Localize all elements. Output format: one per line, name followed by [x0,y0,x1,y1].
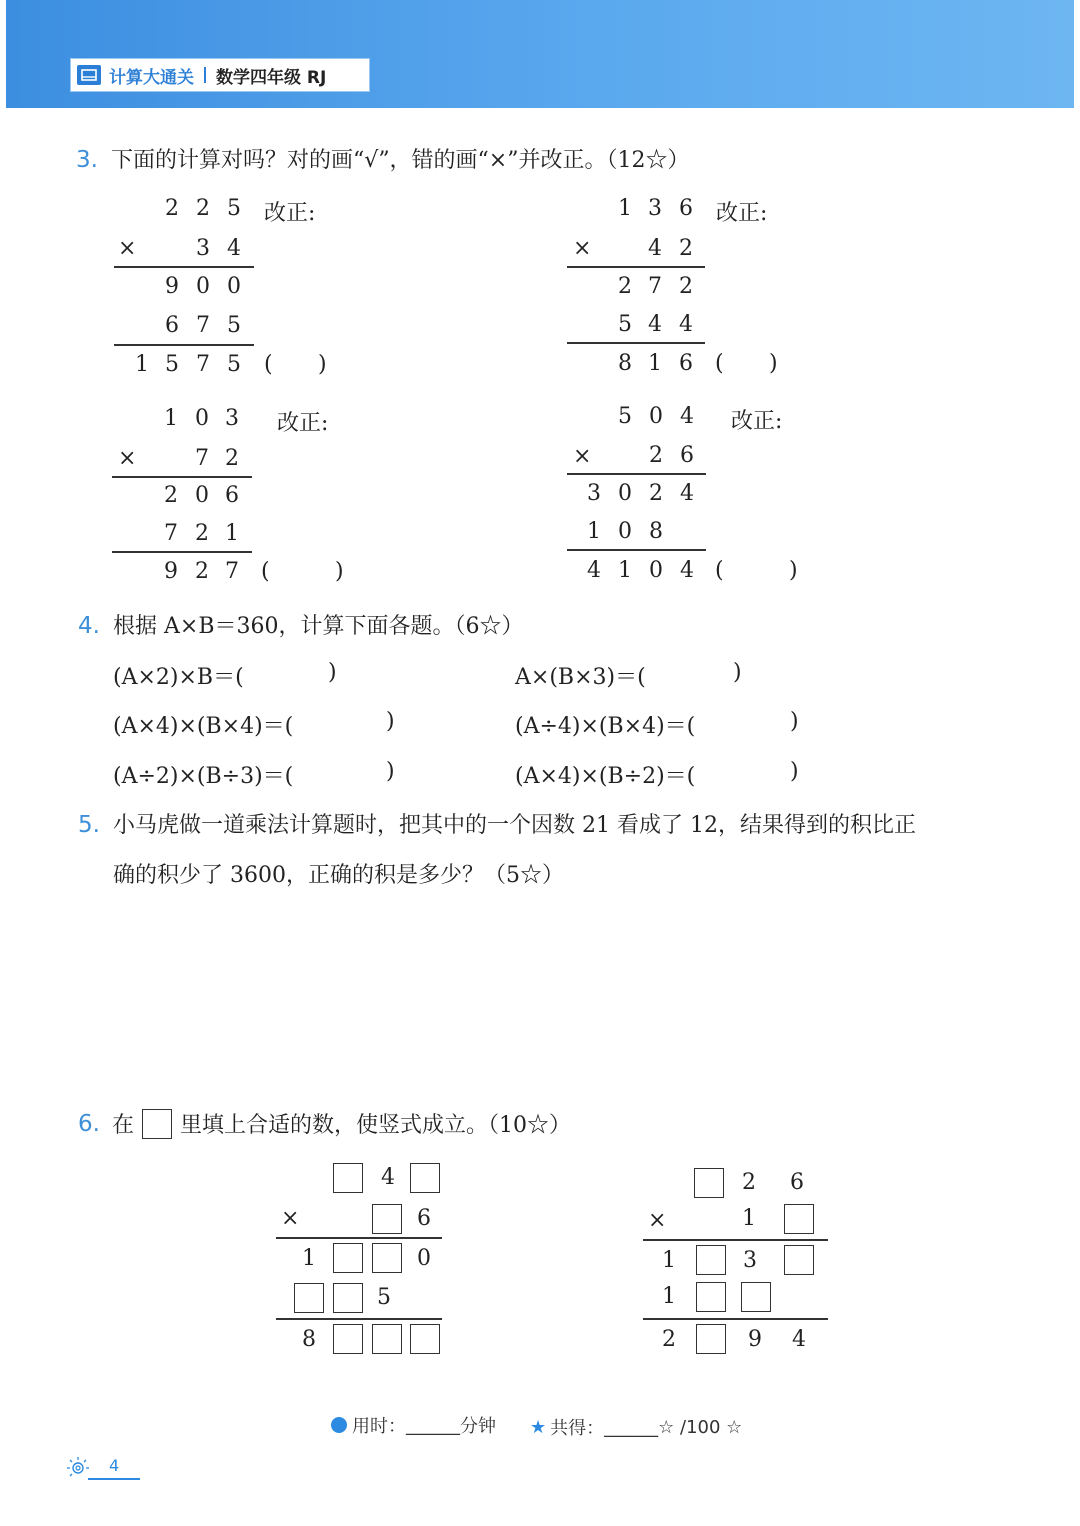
digit: 3 [648,196,662,221]
blank-box[interactable] [372,1204,402,1234]
digit: 4 [792,1327,806,1352]
q5-text-1: 小马虎做一道乘法计算题时，把其中的一个因数 21 看成了 12，结果得到的积比正 [113,813,917,838]
digit: 6 [790,1170,804,1195]
rule-line [643,1318,828,1320]
rule-line [567,473,706,475]
digit: 4 [680,404,694,429]
blank-box[interactable] [696,1245,726,1275]
q4-item-1-expr: (A×2)×B＝( [113,665,244,690]
digit: 7 [195,446,209,471]
rule-line [114,266,254,268]
star-icon: ★ [530,1416,547,1438]
digit: 0 [618,519,632,544]
blank-box[interactable] [410,1324,440,1354]
q4-item-2-expr: A×(B×3)＝( [515,665,646,690]
q4-item-6-close: ) [790,759,799,784]
digit: 1 [662,1248,676,1273]
q4-item-5-close: ) [386,759,395,784]
q6-heading [78,1108,571,1139]
score-label: 共得： [550,1418,605,1439]
q4-item-4-close: ) [790,709,799,734]
blank-box[interactable] [333,1324,363,1354]
blank-box[interactable] [694,1168,724,1198]
digit: 2 [742,1170,756,1195]
digit: 0 [195,406,209,431]
digit: 6 [225,483,239,508]
correction-label: 改正: [716,201,768,226]
digit: 1 [302,1246,316,1271]
digit: 9 [748,1327,762,1352]
digit: 1 [742,1206,756,1231]
digit: 0 [649,558,663,583]
q4-item-5-expr: (A÷2)×(B÷3)＝( [113,764,294,789]
digit: 1 [164,406,178,431]
digit: 3 [225,406,239,431]
correction-label: 改正: [277,411,329,436]
blank-box[interactable] [696,1282,726,1312]
digit: 1 [225,521,239,546]
answer-paren-close: ) [789,558,798,583]
digit: 5 [377,1285,391,1310]
page-underline [88,1478,140,1480]
digit: 2 [195,559,209,584]
digit: 6 [680,443,694,468]
answer-paren-open[interactable]: ( [715,351,724,376]
digit: 0 [196,274,210,299]
digit: 3 [743,1248,757,1273]
digit: 0 [618,481,632,506]
digit: 6 [417,1206,431,1231]
q5-number: 5. [78,812,100,838]
digit: 4 [648,312,662,337]
header-title: 计算大通关 [109,67,194,88]
correction-label: 改正: [264,201,316,226]
page-number: 4 [109,1456,120,1475]
digit: 2 [662,1327,676,1352]
correction-label: 改正: [731,409,783,434]
digit: 2 [679,274,693,299]
q4-item-4-expr: (A÷4)×(B×4)＝( [515,714,696,739]
blank-box[interactable] [333,1243,363,1273]
time-label: 用时： [352,1416,406,1437]
page-footer [64,1454,120,1484]
times-sign: × [573,444,592,469]
answer-paren-open[interactable]: ( [261,559,270,584]
digit: 7 [164,521,178,546]
digit: 1 [662,1284,676,1309]
blank-box[interactable] [741,1282,771,1312]
blank-box[interactable] [784,1204,814,1234]
header-subtitle: 数学四年级 RJ [216,67,327,88]
digit: 2 [165,196,179,221]
digit: 9 [165,274,179,299]
digit: 4 [680,481,694,506]
times-sign: × [573,236,592,261]
q3-heading [76,143,689,174]
digit: 7 [196,352,210,377]
q6-text-after: 里填上合适的数，使竖式成立。（10☆） [179,1113,571,1138]
times-sign: × [118,446,137,471]
digit: 4 [648,236,662,261]
q4-item-2-close: ) [733,660,742,685]
blank-box[interactable] [372,1324,402,1354]
answer-paren-close: ) [769,351,778,376]
q3-number: 3. [76,147,98,173]
q3-text: 下面的计算对吗？对的画“√”，错的画“×”并改正。（12☆） [111,148,690,173]
digit: 2 [196,196,210,221]
answer-paren-close: ) [335,559,344,584]
digit: 6 [679,196,693,221]
blank-box[interactable] [784,1245,814,1275]
time-used [331,1412,496,1438]
rule-line [114,344,254,346]
times-sign: × [281,1206,300,1231]
digit: 8 [302,1327,316,1352]
q4-text: 根据 A×B＝360，计算下面各题。（6☆） [113,614,524,639]
digit: 5 [227,352,241,377]
digit: 7 [225,559,239,584]
digit: 0 [649,404,663,429]
digit: 6 [679,351,693,376]
digit: 7 [648,274,662,299]
rule-line [567,342,705,344]
digit: 4 [381,1165,395,1190]
digit: 1 [135,352,149,377]
q4-item-1-close: ) [328,660,337,685]
times-sign: × [648,1208,667,1233]
q4-heading [78,609,524,640]
sun-icon [64,1454,96,1480]
q4-item-3-expr: (A×4)×(B×4)＝( [113,714,294,739]
blank-box[interactable] [333,1163,363,1193]
digit: 1 [618,196,632,221]
blank-box[interactable] [333,1283,363,1313]
blank-box-icon [142,1109,172,1139]
clock-icon [331,1417,347,1433]
q4-number: 4. [78,613,100,639]
rule-line [112,551,252,553]
answer-paren-open[interactable]: ( [715,558,724,583]
answer-paren-close: ) [318,352,327,377]
score [530,1414,742,1440]
digit: 1 [587,519,601,544]
header-divider [204,67,206,83]
digit: 4 [587,558,601,583]
digit: 2 [649,443,663,468]
digit: 2 [225,446,239,471]
time-unit: 分钟 [460,1416,496,1437]
digit: 3 [587,481,601,506]
digit: 2 [164,483,178,508]
book-icon [77,65,101,85]
time-blank[interactable]: ______ [406,1414,460,1436]
times-sign: × [118,236,137,261]
digit: 5 [227,196,241,221]
digit: 2 [618,274,632,299]
digit: 2 [195,521,209,546]
header-tab [70,58,370,92]
rule-line [112,476,252,478]
digit: 2 [649,481,663,506]
rule-line [276,1237,442,1239]
digit: 0 [195,483,209,508]
digit: 2 [679,236,693,261]
q5-text-2: 确的积少了 3600，正确的积是多少？（5☆） [113,863,564,888]
digit: 3 [196,236,210,261]
q4-item-3-close: ) [386,709,395,734]
digit: 8 [618,351,632,376]
digit: 4 [679,312,693,337]
digit: 0 [417,1246,431,1271]
blank-box[interactable] [696,1324,726,1354]
digit: 5 [618,404,632,429]
rule-line [567,266,705,268]
digit: 0 [227,274,241,299]
blank-box[interactable] [294,1283,324,1313]
digit: 6 [165,313,179,338]
digit: 9 [164,559,178,584]
answer-paren-open[interactable]: ( [264,352,273,377]
rule-line [567,549,706,551]
q6-text-before: 在 [111,1113,134,1138]
digit: 5 [618,312,632,337]
digit: 8 [649,519,663,544]
rule-line [643,1239,828,1241]
rule-line [276,1318,442,1320]
digit: 5 [165,352,179,377]
digit: 4 [227,236,241,261]
score-blank[interactable]: ______ [604,1416,659,1438]
digit: 1 [618,558,632,583]
digit: 4 [680,558,694,583]
digit: 5 [227,313,241,338]
q5-line-1 [78,808,916,839]
blank-box[interactable] [372,1243,402,1273]
digit: 1 [648,351,662,376]
score-suffix: ☆ /100 ☆ [658,1416,743,1438]
digit: 7 [196,313,210,338]
q4-item-6-expr: (A×4)×(B÷2)＝( [515,764,696,789]
q6-number: 6. [78,1110,100,1137]
blank-box[interactable] [410,1163,440,1193]
